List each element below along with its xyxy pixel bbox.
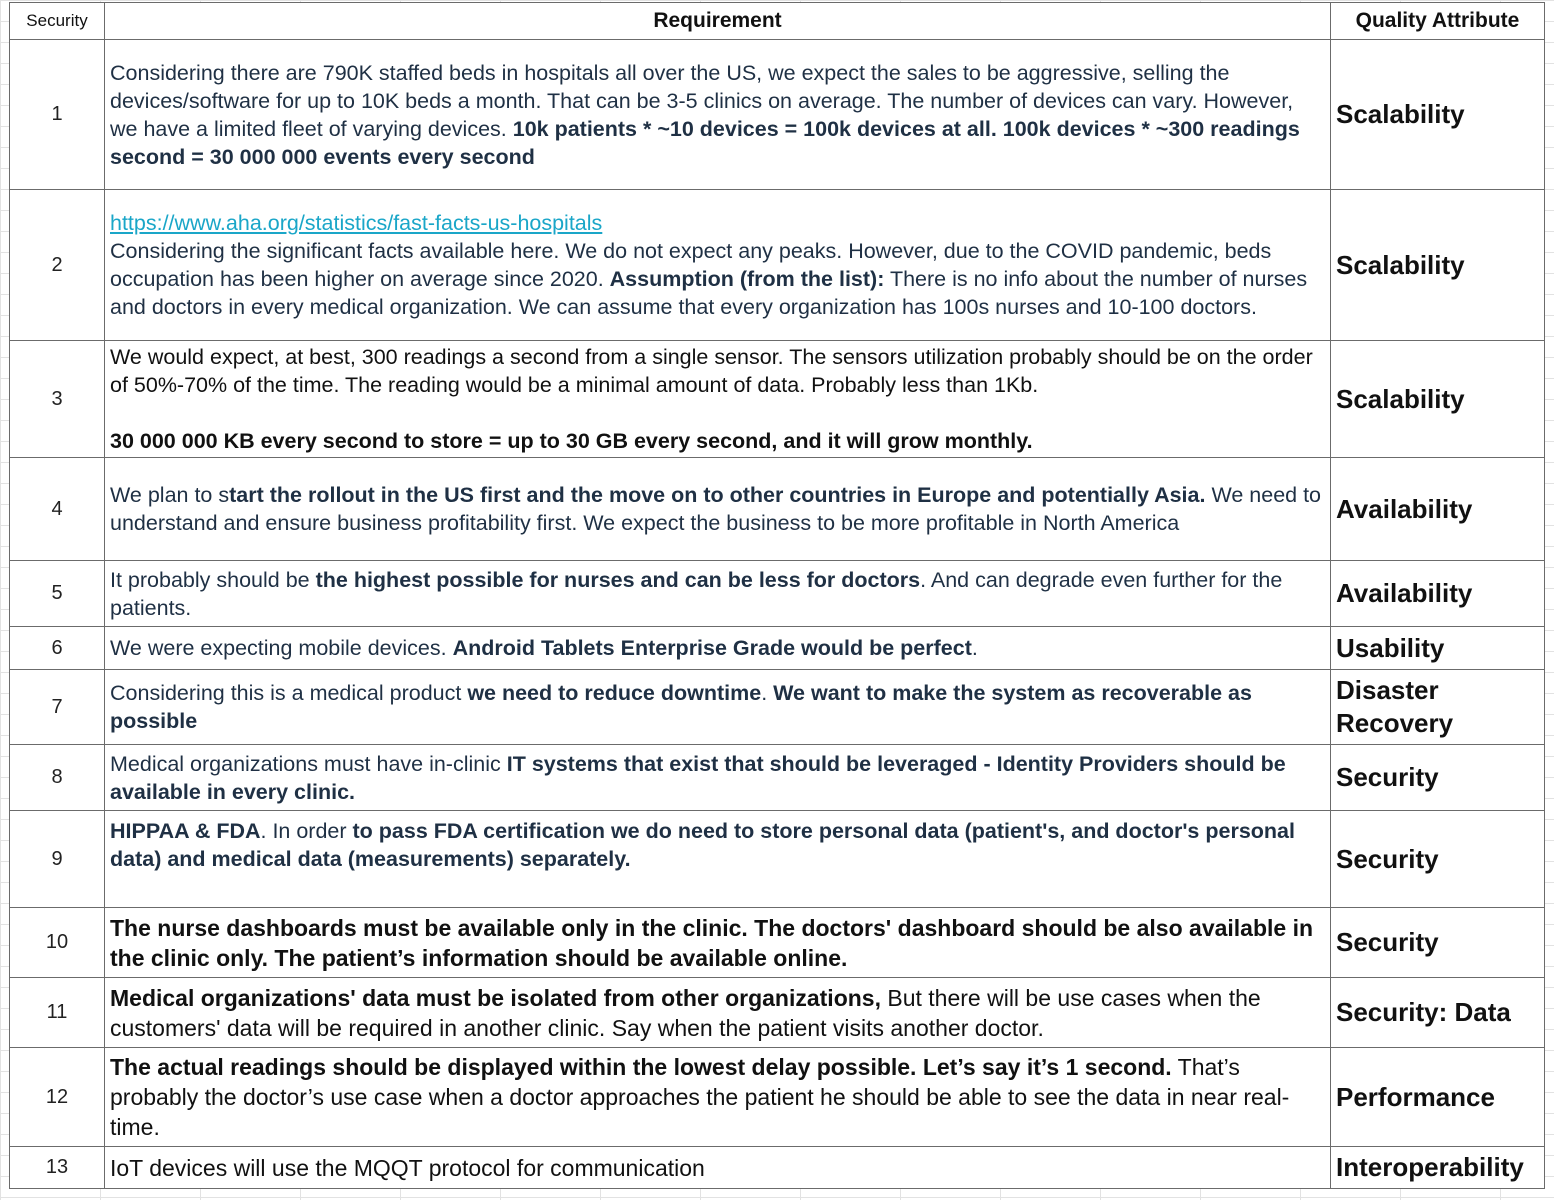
requirement-cell[interactable]: [105, 458, 1331, 561]
requirement-text: But there will be use cases when the customers' data will be required in another clinic. Say when the patient visits another doctor.: [110, 984, 1261, 1041]
table-row: [10, 811, 1545, 908]
quality-attribute-cell[interactable]: Scalability: [1331, 341, 1545, 458]
table-row: [10, 341, 1545, 458]
row-number[interactable]: 9: [10, 811, 105, 908]
requirement-text-bold: to pass FDA certification we do need to store personal data (patient's, and doctor's personal data) and medical data (measurements) separately.: [110, 819, 1295, 871]
requirement-cell[interactable]: [105, 811, 1331, 908]
table-row: [10, 190, 1545, 341]
requirement-cell[interactable]: [105, 745, 1331, 811]
table-row: [10, 978, 1545, 1048]
requirement-text: . In order: [260, 819, 353, 843]
table-row: [10, 1048, 1545, 1147]
row-number[interactable]: 2: [10, 190, 105, 341]
header-requirement[interactable]: Requirement: [105, 3, 1331, 40]
table-row: [10, 40, 1545, 190]
row-number[interactable]: 6: [10, 627, 105, 670]
requirement-cell[interactable]: [105, 670, 1331, 745]
requirement-text-bold: tart the rollout in the US first and the move on to other countries in Europe and potentially Asia.: [229, 483, 1206, 507]
quality-attribute-cell[interactable]: Security: [1331, 908, 1545, 978]
quality-attribute-cell[interactable]: Availability: [1331, 561, 1545, 627]
requirement-text: We were expecting mobile devices.: [110, 636, 453, 660]
requirement-text: IoT devices will use the MQQT protocol for communication: [110, 1154, 705, 1181]
quality-attribute-cell[interactable]: Usability: [1331, 627, 1545, 670]
requirement-text-bold: The actual readings should be displayed within the lowest delay possible. Let’s say it’s 1 second.: [110, 1054, 1172, 1080]
requirement-text-bold: We want to make the system as recoverable as possible: [110, 681, 1252, 733]
requirement-cell[interactable]: [105, 561, 1331, 627]
requirement-text: Considering this is a medical product: [110, 681, 468, 705]
requirement-text-bold: 10k patients * ~10 devices = 100k devices at all. 100k devices * ~300 readings second = 30 000 000 events every second: [110, 116, 1300, 169]
header-quality-attribute[interactable]: Quality Attribute: [1331, 3, 1545, 40]
row-number[interactable]: 8: [10, 745, 105, 811]
quality-attribute-cell[interactable]: Performance: [1331, 1048, 1545, 1147]
requirement-cell[interactable]: [105, 908, 1331, 978]
requirement-text: We plan to s: [110, 483, 230, 507]
requirement-text: There is no info about the number of nurses and doctors in every medical organization. We can assume that every organization has 100s nurses and 10-100 doctors.: [110, 267, 1308, 319]
requirement-text-bold: the highest possible for nurses and can be less for doctors: [315, 567, 921, 592]
quality-attribute-cell[interactable]: Interoperability: [1331, 1147, 1545, 1189]
quality-attribute-cell[interactable]: Security: Data: [1331, 978, 1545, 1048]
requirement-text: Medical organizations must have in-clinic: [110, 751, 507, 776]
requirement-text-bold: we need to reduce downtime: [467, 681, 762, 705]
quality-attribute-cell[interactable]: Security: [1331, 745, 1545, 811]
row-number[interactable]: 11: [10, 978, 105, 1048]
requirement-text-bold: IT systems that exist that should be leveraged - Identity Providers should be available in every clinic.: [110, 751, 1286, 804]
requirement-text-bold: The nurse dashboards must be available only in the clinic. The doctors' dashboard should be also available in the clinic only. The patient’s information should be available online.: [110, 914, 1314, 971]
requirement-text: . And can degrade even further for the patients.: [110, 567, 1283, 620]
requirement-text-bold: 30 000 000 KB every second to store = up to 30 GB every second, and it will grow monthly.: [110, 429, 1033, 453]
requirement-cell[interactable]: [105, 627, 1331, 670]
quality-attribute-cell[interactable]: Availability: [1331, 458, 1545, 561]
table-row: [10, 908, 1545, 978]
requirement-text-bold: Assumption (from the list):: [609, 267, 885, 291]
requirement-text: .: [761, 681, 774, 705]
row-number[interactable]: 12: [10, 1048, 105, 1147]
row-number[interactable]: 1: [10, 40, 105, 190]
requirement-text-bold: Android Tablets Enterprise Grade would be perfect: [452, 636, 972, 660]
quality-attribute-cell[interactable]: Disaster Recovery: [1331, 670, 1545, 745]
requirement-cell[interactable]: [105, 190, 1331, 341]
requirement-text: Considering the significant facts available here. We do not expect any peaks. However, due to the COVID pandemic, beds occupation has been higher on average since 2020.: [110, 239, 1272, 291]
requirement-text: We would expect, at best, 300 readings a second from a single sensor. The sensors utilization probably should be on the order of 50%-70% of the time. The reading would be a minimal amount of data. Probably less than 1Kb.: [110, 345, 1313, 397]
table-row: [10, 561, 1545, 627]
row-number[interactable]: 4: [10, 458, 105, 561]
table-row: [10, 745, 1545, 811]
quality-attribute-cell[interactable]: Scalability: [1331, 40, 1545, 190]
quality-attribute-cell[interactable]: Scalability: [1331, 190, 1545, 341]
table-row: [10, 670, 1545, 745]
requirement-cell[interactable]: [105, 1048, 1331, 1147]
requirement-cell[interactable]: [105, 40, 1331, 190]
row-number[interactable]: 10: [10, 908, 105, 978]
requirement-text: It probably should be: [110, 567, 316, 592]
requirement-text-bold: HIPPAA & FDA: [110, 819, 261, 843]
row-number[interactable]: 5: [10, 561, 105, 627]
row-number[interactable]: 13: [10, 1147, 105, 1189]
reference-link[interactable]: https://www.aha.org/statistics/fast-facts-us-hospitals: [110, 211, 603, 235]
requirement-cell[interactable]: [105, 978, 1331, 1048]
requirement-text: That’s probably the doctor’s use case when a doctor approaches the patient he should be able to see the data in near real-time.: [110, 1054, 1290, 1140]
table-row: [10, 627, 1545, 670]
requirement-cell[interactable]: [105, 341, 1331, 458]
header-number[interactable]: Security: [10, 3, 105, 40]
requirement-cell[interactable]: [105, 1147, 1331, 1189]
requirement-text: .: [971, 636, 978, 660]
row-number[interactable]: 7: [10, 670, 105, 745]
requirement-text-bold: Medical organizations' data must be isolated from other organizations,: [110, 984, 881, 1011]
requirement-text: Considering there are 790K staffed beds in hospitals all over the US, we expect the sales to be aggressive, selling the devices/software for up to 10K beds a month. That can be 3-5 clinics on average. The number of devices can vary. However, we have a limited fleet of varying devices.: [110, 60, 1294, 141]
table-row: [10, 1147, 1545, 1189]
requirement-text: We need to understand and ensure business profitability first. We expect the business to be more profitable in North America: [110, 483, 1322, 535]
row-number[interactable]: 3: [10, 341, 105, 458]
quality-attribute-cell[interactable]: Security: [1331, 811, 1545, 908]
table-row: [10, 458, 1545, 561]
header-row: [10, 3, 1545, 40]
requirements-table: [9, 2, 1545, 1189]
